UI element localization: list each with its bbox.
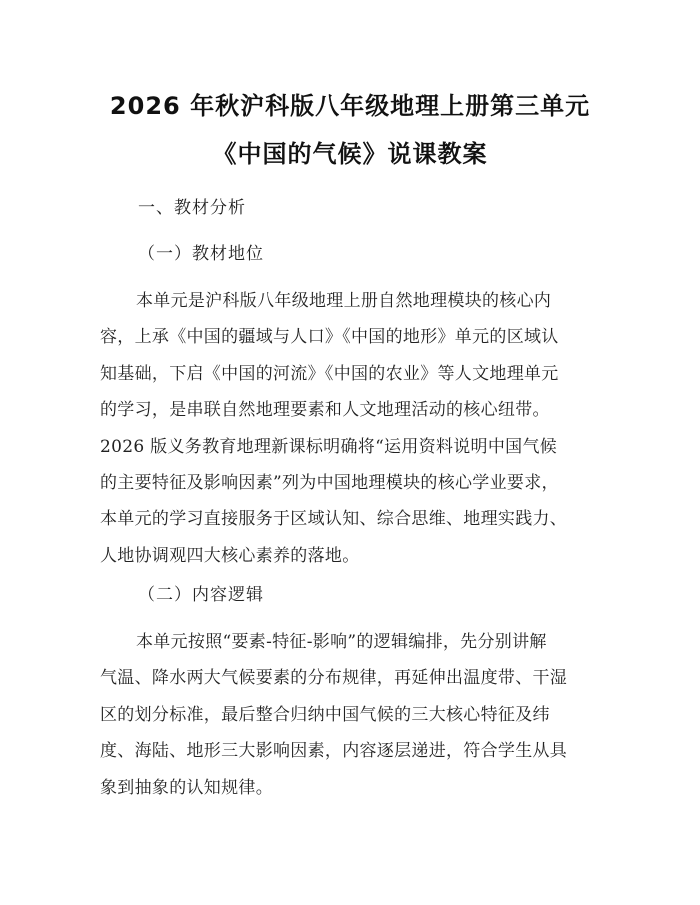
paragraph-content-logic — [100, 624, 600, 806]
paragraph-line: 度、海陆、地形三大影响因素，内容逐层递进，符合学生从具 — [100, 741, 568, 762]
paragraph-line: 气温、降水两大气候要素的分布规律，再延伸出温度带、干湿 — [100, 668, 568, 689]
paragraph-line: 2026 版义务教育地理新课标明确将“运用资料说明中国气候 — [100, 436, 558, 457]
paragraph-line: 知基础，下启《中国的河流》《中国的农业》等人文地理单元 — [100, 363, 559, 384]
paragraph-line: 本单元的学习直接服务于区域认知、综合思维、地理实践力、 — [100, 509, 568, 530]
paragraph-line: 区的划分标准，最后整合归纳中国气候的三大核心特征及纬 — [100, 704, 550, 725]
paragraph-line: 象到抽象的认知规律。 — [100, 777, 273, 798]
paragraph-line: 容，上承《中国的疆域与人口》《中国的地形》单元的区域认 — [100, 327, 559, 348]
paragraph-line: 本单元是沪科版八年级地理上册自然地理模块的核心内 — [136, 291, 552, 311]
paragraph-line: 本单元按照“要素-特征-影响”的逻辑编排，先分别讲解 — [136, 632, 547, 652]
paragraph-line: 的主要特征及影响因素”列为中国地理模块的核心学业要求， — [100, 473, 559, 494]
paragraph-textbook-status — [100, 283, 600, 574]
document-title-line-2: 《中国的气候》说课教案 — [212, 140, 488, 168]
subsection-heading-content-logic: （二）内容逻辑 — [138, 585, 264, 605]
paragraph-line: 的学习，是串联自然地理要素和人文地理活动的核心纽带。 — [100, 400, 550, 421]
subsection-heading-textbook-status: （一）教材地位 — [138, 244, 264, 264]
document-title-line-1: 2026 年秋沪科版八年级地理上册第三单元 — [109, 92, 591, 120]
section-heading-textbook-analysis: 一、教材分析 — [138, 198, 246, 218]
paragraph-line: 人地协调观四大核心素养的落地。 — [100, 545, 360, 566]
